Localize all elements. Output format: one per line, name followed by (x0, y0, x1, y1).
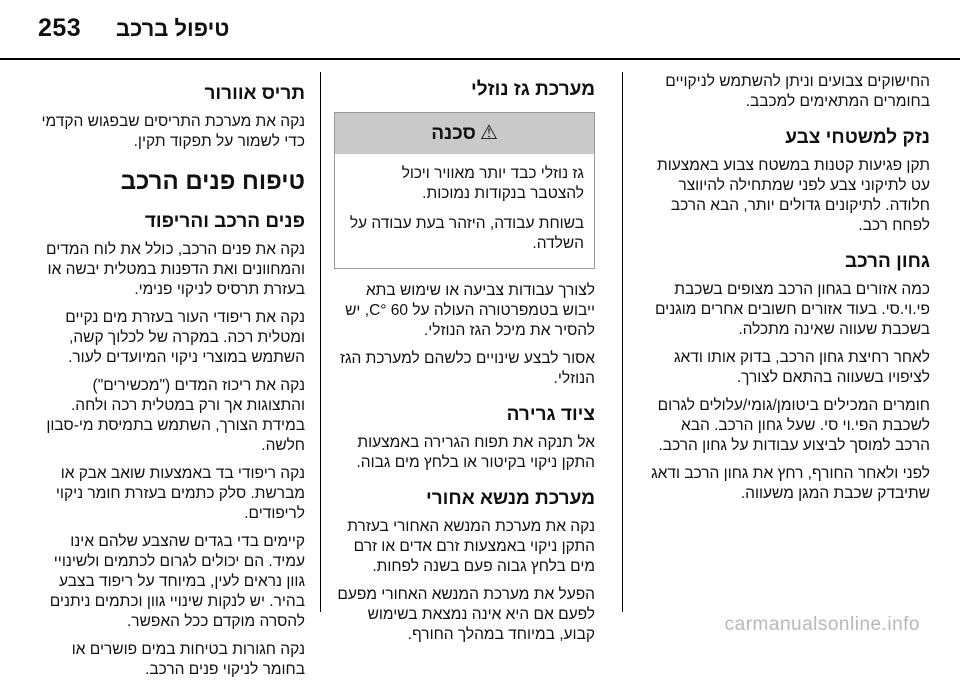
paragraph: אסור לבצע שינויים כלשהם למערכת הגז הנוזלי. (339, 350, 595, 387)
paragraph: נקה ריפודי בד באמצעות שואב אבק או מברשת. סלק כתמים בעזרת חומר ניקוי לריפודים. (55, 465, 305, 522)
paragraph: אל תנקה את תפוח הגרירה באמצעות התקן ניקוי בקיטור או בלחץ מים גבוה. (356, 434, 595, 471)
paragraph: בשוחת עבודה, היזהר בעת עבודה על השלדה. (349, 215, 584, 252)
danger-title: סכנה (431, 123, 476, 144)
section-heading: פנים הרכב והריפוד (144, 211, 305, 232)
paragraph: לצורך עבודות צביעה או שימוש בתא ייבוש בטמפרטורה העולה על 60 °C, יש להסיר את מיכל הגז הנוזלי. (345, 282, 595, 339)
section-heading: תריס אוורור (204, 83, 305, 104)
paragraph: נקה חגורות בטיחות במים פושרים או בחומר לניקוי פנים הרכב. (71, 641, 305, 678)
paragraph: הפעל את מערכת המנשא האחורי מפעם לפעם אם היא אינה נמצאת בשימוש קבוע, במיוחד במהלך החורף. (337, 586, 595, 643)
left-column (33, 76, 305, 688)
paragraph: נקה את ריכוז המדים ("מכשירים") והתצוגות אך ורק במטלית רכה ולחה. במידת הצורך, השתמש בתמיסת מי-סבון חלשה. (46, 377, 305, 454)
paragraph: לאחר רחיצת גחון הרכב, בדוק אותו ודאג לציפויו בשעווה בהתאם לצורך. (673, 349, 930, 386)
right-column (648, 72, 930, 512)
section-heading: מערכת מנשא אחורי (426, 488, 595, 509)
chapter-title: טיפול ברכב (116, 16, 230, 41)
chapter-heading: טיפוח פנים הרכב (120, 168, 305, 195)
paragraph: כמה אזורים בגחון הרכב מצופים בשכבת פי.וי.סי. בעוד אזורים חשובים אחרים מוגנים בשכבת שעווה שאינה מתכלה. (654, 281, 930, 338)
middle-column (334, 72, 595, 653)
page-header (0, 0, 960, 55)
warning-triangle-icon: ⚠ (479, 122, 498, 144)
header-rule (0, 58, 960, 60)
paragraph: חומרים המכילים ביטומן/גומי/עלולים לגרום לשכבת הפי.וי סי. שעל גחון הרכב. הבא הרכב למוסך לביצוע עבודות על גחון הרכב. (657, 397, 930, 454)
paragraph: קיימים בדי בגדים שהצבע שלהם אינו עמיד. הם יכולים לגרום לכתמים ולשינויי גוון נראים לעין, במיוחד על ריפוד בצבע בהיר. יש לנקות שינויי גוון וכתמים ניתנים להסרה מוקדם ככל האפשר. (49, 533, 305, 630)
column-divider (622, 72, 623, 612)
danger-header (335, 113, 594, 154)
paragraph: נקה את ריפודי העור בעזרת מים נקיים ומטלית רכה. במקרה של לכלוך קשה, השתמש במוצרי ניקוי המיועדים לעור. (65, 309, 305, 366)
page-number: 253 (38, 14, 82, 42)
danger-box (334, 112, 595, 269)
danger-body (335, 154, 594, 268)
paragraph: נקה את פנים הרכב, כולל את לוח המדים והמחוונים ואת הדפנות במטלית יבשה או בעזרת תרסיס לניקוי פנימי. (46, 241, 305, 298)
column-divider (320, 72, 321, 612)
section-heading: ציוד גרירה (506, 404, 595, 425)
paragraph: נקה את מערכת התריסים שבפגוש הקדמי כדי לשמור על תפקוד תקין. (41, 113, 305, 150)
watermark: carmanualsonline.info (724, 614, 920, 635)
paragraph: החישוקים צבועים וניתן להשתמש לניקויים בחומרים המתאימים למכבב. (665, 73, 930, 110)
paragraph: תקן פגיעות קטנות במשטח צבוע באמצעות עט לתיקוני צבע לפני שמתחילה להיווצר חלודה. לתיקונים גדולים יותר, הבא הרכב לפחח רכב. (657, 157, 930, 234)
section-heading: מערכת גז נוזלי (471, 79, 595, 100)
paragraph: נקה את מערכת המנשא האחורי בעזרת התקן ניקוי באמצעות זרם אדים או זרם מים בלחץ גבוה פעם בשנה לפחות. (347, 518, 595, 575)
section-heading: גחון הרכב (844, 251, 930, 272)
paragraph: גז נוזלי כבד יותר מאוויר ויכול להצטבר בנקודות נמוכות. (401, 165, 584, 202)
section-heading: נזק למשטחי צבע (785, 127, 930, 148)
paragraph: לפני ולאחר החורף, רחץ את גחון הרכב ודאג שתיבדק שכבת המגן משעווה. (651, 465, 930, 502)
